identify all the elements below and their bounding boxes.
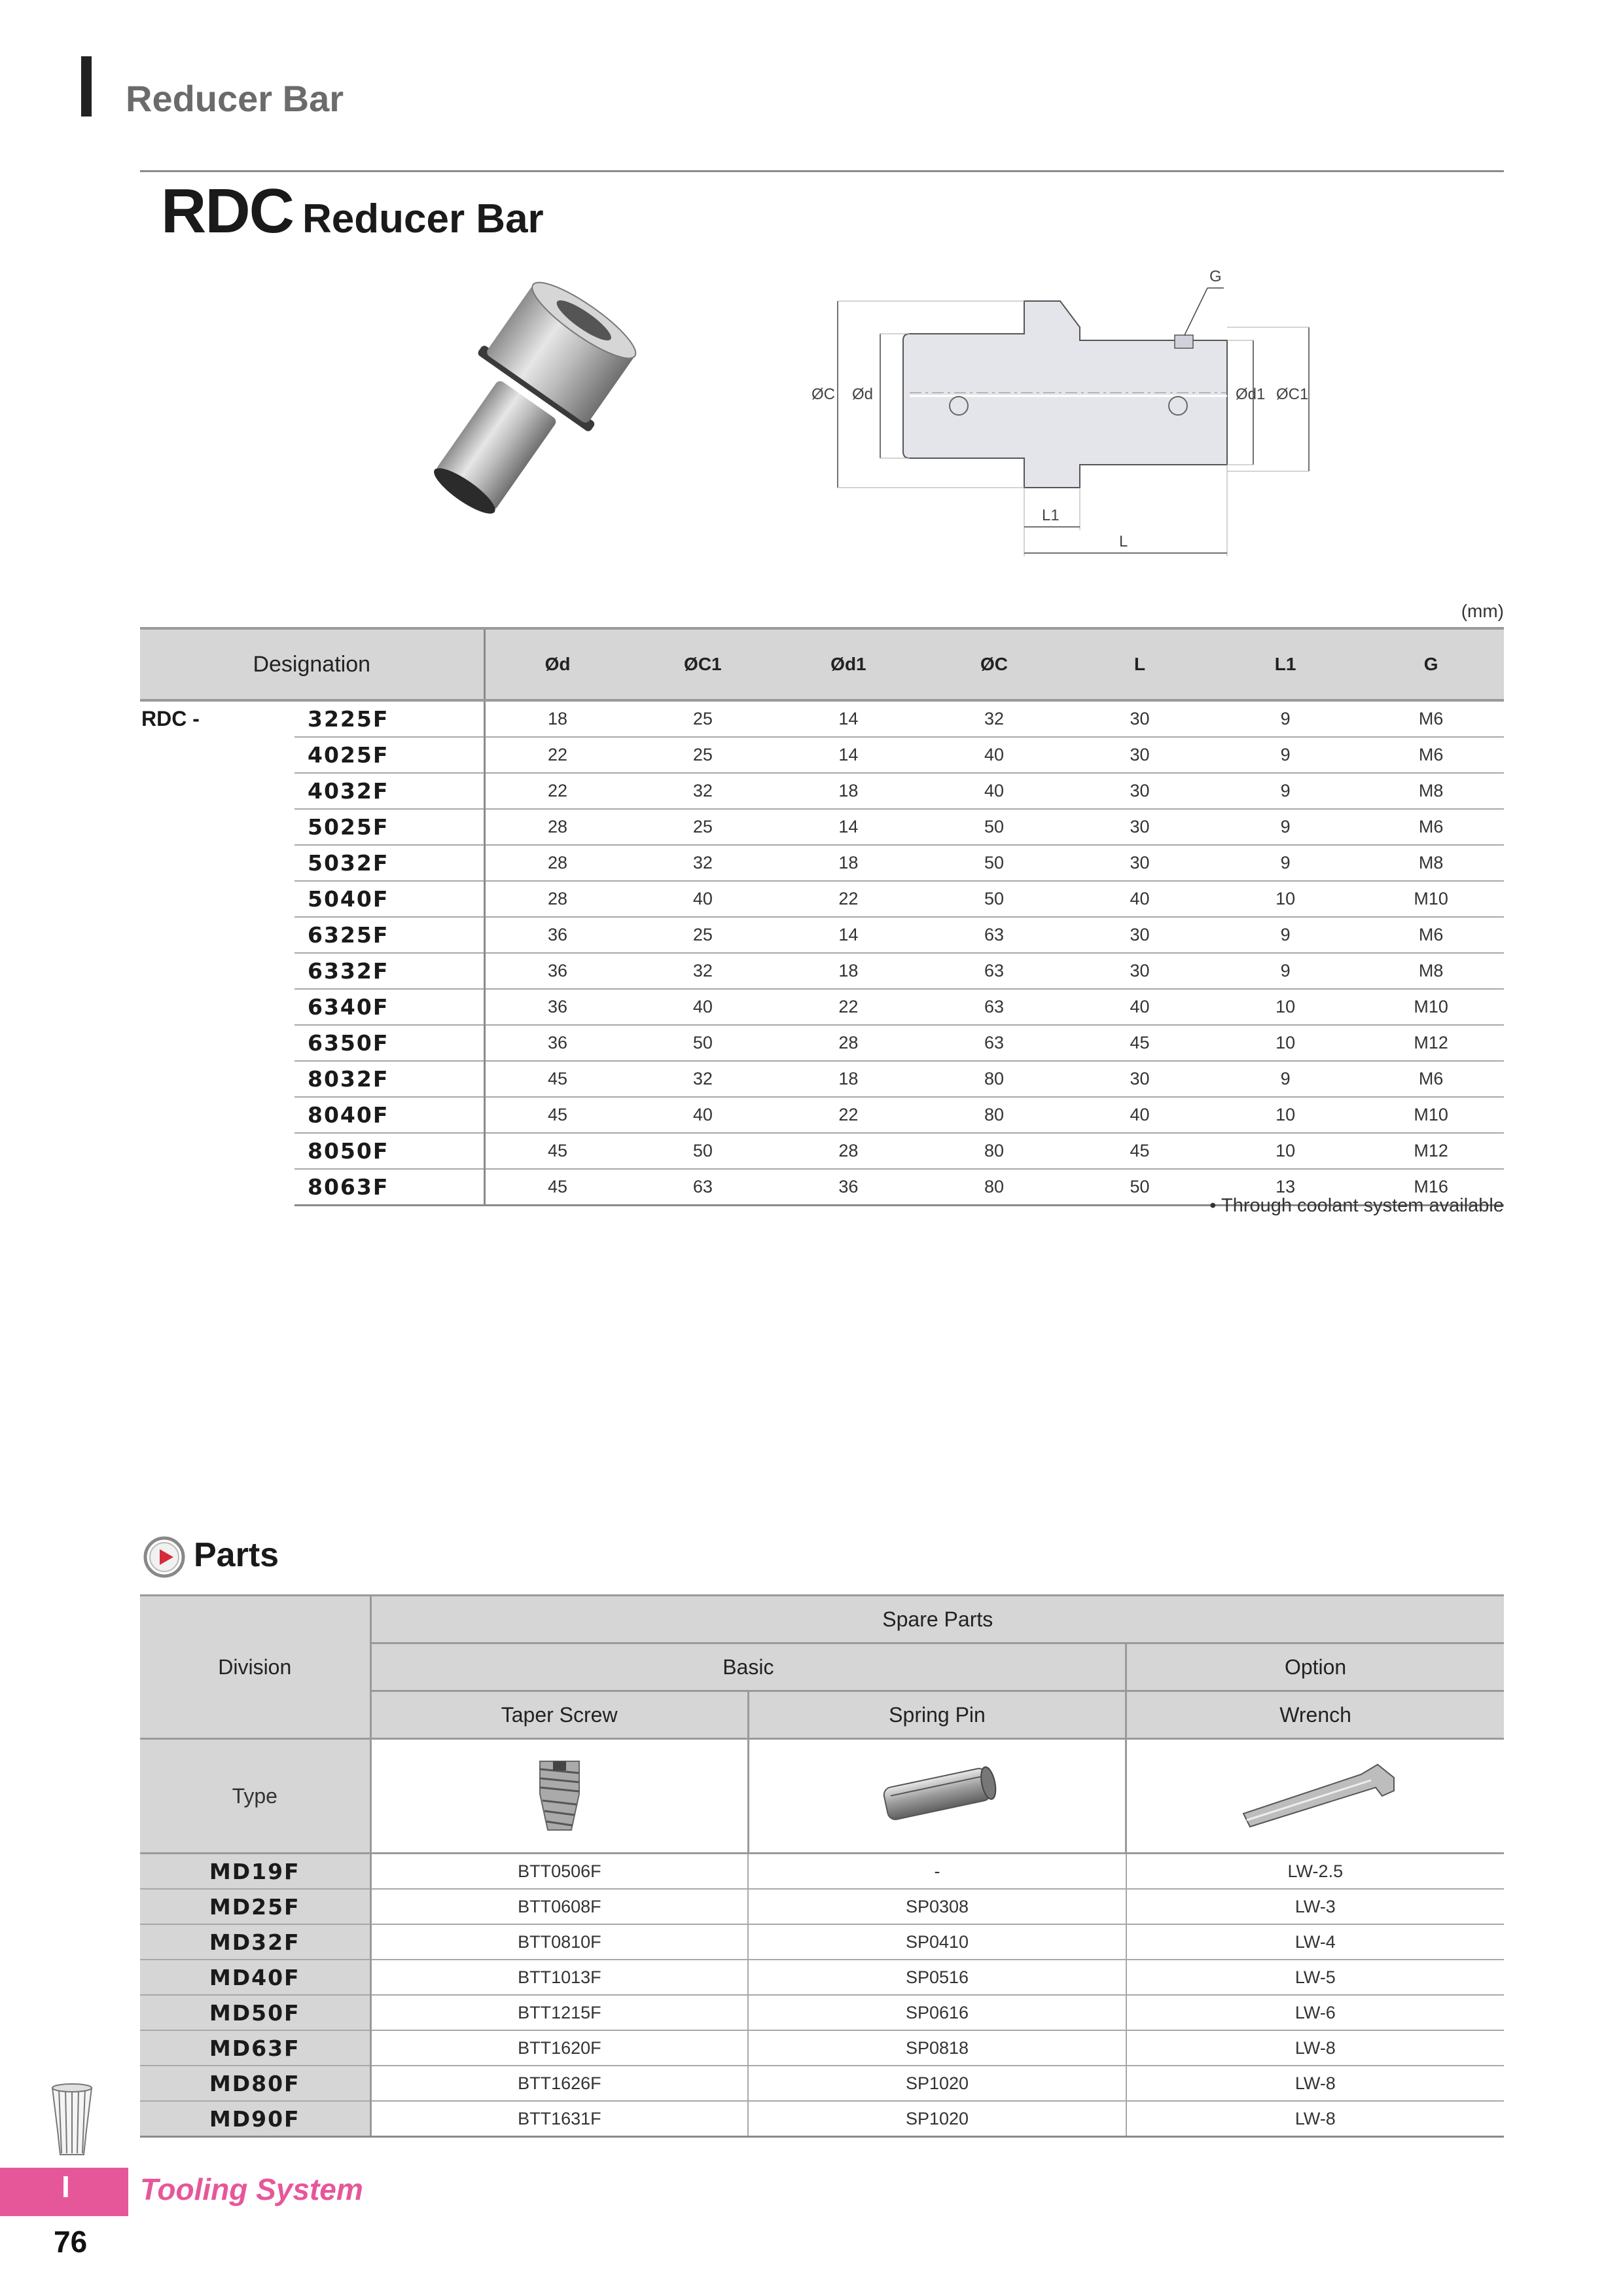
cell-c: 50 — [921, 845, 1067, 881]
label-od: Ød — [852, 386, 874, 403]
cell-c: 63 — [921, 953, 1067, 989]
cell-taper-screw: BTT1013F — [370, 1960, 748, 1995]
cell-d1: 18 — [776, 953, 921, 989]
hex-wrench-icon — [1230, 1751, 1400, 1837]
header-divider — [140, 170, 1504, 172]
cell-wrench: LW-8 — [1126, 2101, 1504, 2137]
wrench-image — [1126, 1739, 1504, 1854]
page-number: 76 — [54, 2225, 88, 2259]
cell-l: 30 — [1067, 1061, 1213, 1097]
label-oc: ØC — [812, 386, 835, 403]
cell-c1: 40 — [630, 1097, 776, 1133]
cell-l1: 9 — [1213, 737, 1359, 773]
cell-g: M10 — [1358, 1097, 1504, 1133]
cell-taper-screw: BTT1620F — [370, 2030, 748, 2066]
cell-d: 36 — [484, 1025, 630, 1061]
cell-d1: 28 — [776, 1025, 921, 1061]
designation-code: 6340F — [294, 989, 484, 1025]
cell-l: 30 — [1067, 845, 1213, 881]
cell-c1: 32 — [630, 1061, 776, 1097]
designation-code: 8063F — [294, 1169, 484, 1206]
table-row — [140, 1025, 1504, 1061]
cell-l1: 9 — [1213, 1061, 1359, 1097]
cell-l: 40 — [1067, 989, 1213, 1025]
table-row — [140, 917, 1504, 953]
cell-spring-pin: - — [748, 1854, 1126, 1890]
cell-d: 36 — [484, 989, 630, 1025]
product-name: Reducer Bar — [302, 196, 544, 242]
parts-table — [140, 1594, 1504, 2138]
cell-c: 80 — [921, 1133, 1067, 1169]
cell-c1: 25 — [630, 737, 776, 773]
cell-taper-screw: BTT0506F — [370, 1854, 748, 1890]
table-row — [140, 700, 1504, 737]
cell-l: 45 — [1067, 1133, 1213, 1169]
col-g: G — [1358, 628, 1504, 700]
cell-c1: 25 — [630, 700, 776, 737]
table-row — [140, 845, 1504, 881]
cell-l: 30 — [1067, 917, 1213, 953]
cell-wrench: LW-2.5 — [1126, 1854, 1504, 1890]
cell-d1: 22 — [776, 1097, 921, 1133]
cell-c1: 63 — [630, 1169, 776, 1206]
col-spare-parts: Spare Parts — [370, 1596, 1504, 1643]
cell-l: 30 — [1067, 737, 1213, 773]
cell-d1: 36 — [776, 1169, 921, 1206]
table-row — [140, 2066, 1504, 2101]
cell-wrench: LW-8 — [1126, 2066, 1504, 2101]
col-spring-pin: Spring Pin — [748, 1691, 1126, 1739]
cell-c1: 32 — [630, 845, 776, 881]
table-row — [140, 2101, 1504, 2137]
col-l1: L1 — [1213, 628, 1359, 700]
cell-c1: 25 — [630, 917, 776, 953]
cell-d: 36 — [484, 917, 630, 953]
label-l1: L1 — [1042, 507, 1060, 524]
section-title: Reducer Bar — [126, 78, 344, 119]
designation-code: 5032F — [294, 845, 484, 881]
parts-title: Parts — [194, 1536, 279, 1574]
cell-g: M12 — [1358, 1025, 1504, 1061]
section-marker-bar — [81, 56, 92, 117]
cell-l1: 9 — [1213, 700, 1359, 737]
col-option: Option — [1126, 1643, 1504, 1691]
cell-d1: 18 — [776, 845, 921, 881]
designation-code: 3225F — [294, 700, 484, 737]
cell-g: M12 — [1358, 1133, 1504, 1169]
col-taper-screw: Taper Screw — [370, 1691, 748, 1739]
cell-c1: 32 — [630, 773, 776, 809]
col-d: Ød — [484, 628, 630, 700]
table-row — [140, 1097, 1504, 1133]
table-row — [140, 989, 1504, 1025]
cell-spring-pin: SP1020 — [748, 2066, 1126, 2101]
cell-l: 40 — [1067, 881, 1213, 917]
cell-d1: 14 — [776, 700, 921, 737]
cell-c: 63 — [921, 989, 1067, 1025]
table-row — [140, 1995, 1504, 2030]
model-code: MD63F — [140, 2030, 370, 2066]
model-code: MD40F — [140, 1960, 370, 1995]
table-row — [140, 1960, 1504, 1995]
cell-g: M6 — [1358, 700, 1504, 737]
cell-taper-screw: BTT1626F — [370, 2066, 748, 2101]
cell-d1: 22 — [776, 881, 921, 917]
spring-pin-icon — [872, 1755, 1003, 1833]
cell-d: 45 — [484, 1169, 630, 1206]
designation-code: 8032F — [294, 1061, 484, 1097]
cell-spring-pin: SP0818 — [748, 2030, 1126, 2066]
cell-g: M8 — [1358, 953, 1504, 989]
table-row — [140, 881, 1504, 917]
cell-d1: 18 — [776, 773, 921, 809]
technical-drawing — [798, 262, 1335, 569]
designation-code: 6350F — [294, 1025, 484, 1061]
cell-d1: 14 — [776, 917, 921, 953]
cell-l: 30 — [1067, 773, 1213, 809]
play-circle-icon — [143, 1535, 186, 1579]
cell-taper-screw: BTT0608F — [370, 1889, 748, 1924]
table-row — [140, 1924, 1504, 1960]
designation-prefix: RDC - — [141, 707, 200, 730]
cell-l1: 10 — [1213, 989, 1359, 1025]
cell-d: 28 — [484, 809, 630, 845]
col-wrench: Wrench — [1126, 1691, 1504, 1739]
product-code: RDC — [161, 176, 293, 246]
coolant-note: • Through coolant system available — [1209, 1195, 1504, 1216]
cell-d: 18 — [484, 700, 630, 737]
col-d1: Ød1 — [776, 628, 921, 700]
col-c1: ØC1 — [630, 628, 776, 700]
cell-c1: 32 — [630, 953, 776, 989]
cell-l: 30 — [1067, 809, 1213, 845]
taper-screw-icon — [520, 1748, 599, 1840]
cell-spring-pin: SP1020 — [748, 2101, 1126, 2137]
cell-spring-pin: SP0308 — [748, 1889, 1126, 1924]
table-row — [140, 1854, 1504, 1890]
cell-l1: 9 — [1213, 917, 1359, 953]
cell-g: M8 — [1358, 845, 1504, 881]
cell-c: 32 — [921, 700, 1067, 737]
cell-c1: 40 — [630, 989, 776, 1025]
cell-c1: 50 — [630, 1025, 776, 1061]
cell-taper-screw: BTT1215F — [370, 1995, 748, 2030]
cell-l1: 10 — [1213, 1097, 1359, 1133]
table-row — [140, 737, 1504, 773]
designation-code: 8050F — [294, 1133, 484, 1169]
cell-d: 36 — [484, 953, 630, 989]
cell-l1: 9 — [1213, 809, 1359, 845]
cell-c: 80 — [921, 1169, 1067, 1206]
cell-spring-pin: SP0410 — [748, 1924, 1126, 1960]
model-code: MD32F — [140, 1924, 370, 1960]
cell-l1: 9 — [1213, 773, 1359, 809]
col-l: L — [1067, 628, 1213, 700]
product-photo — [386, 281, 661, 543]
table-row — [140, 1061, 1504, 1097]
cell-wrench: LW-3 — [1126, 1889, 1504, 1924]
cell-spring-pin: SP0616 — [748, 1995, 1126, 2030]
label-g: G — [1209, 268, 1222, 285]
cell-l1: 10 — [1213, 1025, 1359, 1061]
cell-d1: 14 — [776, 809, 921, 845]
col-c: ØC — [921, 628, 1067, 700]
designation-code: 6325F — [294, 917, 484, 953]
col-division: Division — [140, 1596, 370, 1739]
cell-c: 40 — [921, 773, 1067, 809]
cell-l1: 10 — [1213, 881, 1359, 917]
label-oc1: ØC1 — [1276, 386, 1309, 403]
designation-code: 5040F — [294, 881, 484, 917]
cell-d1: 18 — [776, 1061, 921, 1097]
model-code: MD25F — [140, 1889, 370, 1924]
label-l: L — [1119, 533, 1128, 550]
cell-c1: 50 — [630, 1133, 776, 1169]
cell-g: M6 — [1358, 809, 1504, 845]
cell-c: 50 — [921, 809, 1067, 845]
designation-code: 4025F — [294, 737, 484, 773]
cell-d: 28 — [484, 845, 630, 881]
cell-d: 22 — [484, 737, 630, 773]
spring-pin-image — [748, 1739, 1126, 1854]
table-row — [140, 2030, 1504, 2066]
designation-code: 6332F — [294, 953, 484, 989]
cell-g: M10 — [1358, 881, 1504, 917]
footer-section-marker: I — [62, 2170, 70, 2204]
cell-d1: 28 — [776, 1133, 921, 1169]
cell-c: 80 — [921, 1061, 1067, 1097]
cell-d: 45 — [484, 1097, 630, 1133]
model-code: MD50F — [140, 1995, 370, 2030]
cell-d: 45 — [484, 1061, 630, 1097]
label-od1: Ød1 — [1236, 386, 1266, 403]
cell-spring-pin: SP0516 — [748, 1960, 1126, 1995]
cell-wrench: LW-4 — [1126, 1924, 1504, 1960]
cell-g: M6 — [1358, 1061, 1504, 1097]
cell-l1: 9 — [1213, 845, 1359, 881]
cell-taper-screw: BTT0810F — [370, 1924, 748, 1960]
cell-c1: 40 — [630, 881, 776, 917]
cell-g: M8 — [1358, 773, 1504, 809]
type-label: Type — [140, 1739, 370, 1854]
cell-d: 22 — [484, 773, 630, 809]
cell-l: 40 — [1067, 1097, 1213, 1133]
cell-d: 28 — [484, 881, 630, 917]
unit-label: (mm) — [1461, 601, 1504, 621]
cell-c: 50 — [921, 881, 1067, 917]
taper-screw-image — [370, 1739, 748, 1854]
cell-c: 80 — [921, 1097, 1067, 1133]
col-basic: Basic — [370, 1643, 1126, 1691]
cell-wrench: LW-6 — [1126, 1995, 1504, 2030]
table-row — [140, 1133, 1504, 1169]
cell-g: M6 — [1358, 917, 1504, 953]
cell-d1: 22 — [776, 989, 921, 1025]
cell-c1: 25 — [630, 809, 776, 845]
cell-l: 30 — [1067, 953, 1213, 989]
cell-l: 45 — [1067, 1025, 1213, 1061]
cell-l: 50 — [1067, 1169, 1213, 1206]
product-title — [161, 175, 544, 247]
cell-l1: 10 — [1213, 1133, 1359, 1169]
cell-l1: 9 — [1213, 953, 1359, 989]
table-row — [140, 953, 1504, 989]
spec-header-row — [140, 628, 1504, 700]
collet-icon — [46, 2081, 98, 2159]
cell-l: 30 — [1067, 700, 1213, 737]
cell-g: M10 — [1358, 989, 1504, 1025]
table-row — [140, 1889, 1504, 1924]
cell-c: 63 — [921, 1025, 1067, 1061]
designation-code: 5025F — [294, 809, 484, 845]
cell-l1: 13 — [1213, 1169, 1359, 1206]
footer-label: Tooling System — [140, 2172, 363, 2206]
model-code: MD90F — [140, 2101, 370, 2137]
cell-taper-screw: BTT1631F — [370, 2101, 748, 2137]
cell-wrench: LW-8 — [1126, 2030, 1504, 2066]
model-code: MD19F — [140, 1854, 370, 1890]
cell-wrench: LW-5 — [1126, 1960, 1504, 1995]
designation-code: 4032F — [294, 773, 484, 809]
cell-c: 40 — [921, 737, 1067, 773]
model-code: MD80F — [140, 2066, 370, 2101]
designation-code: 8040F — [294, 1097, 484, 1133]
spec-table — [140, 627, 1504, 1206]
col-designation: Designation — [140, 628, 484, 700]
cell-g: M16 — [1358, 1169, 1504, 1206]
cell-d: 45 — [484, 1133, 630, 1169]
cell-c: 63 — [921, 917, 1067, 953]
table-row — [140, 773, 1504, 809]
table-row — [140, 809, 1504, 845]
cell-d1: 14 — [776, 737, 921, 773]
cell-g: M6 — [1358, 737, 1504, 773]
